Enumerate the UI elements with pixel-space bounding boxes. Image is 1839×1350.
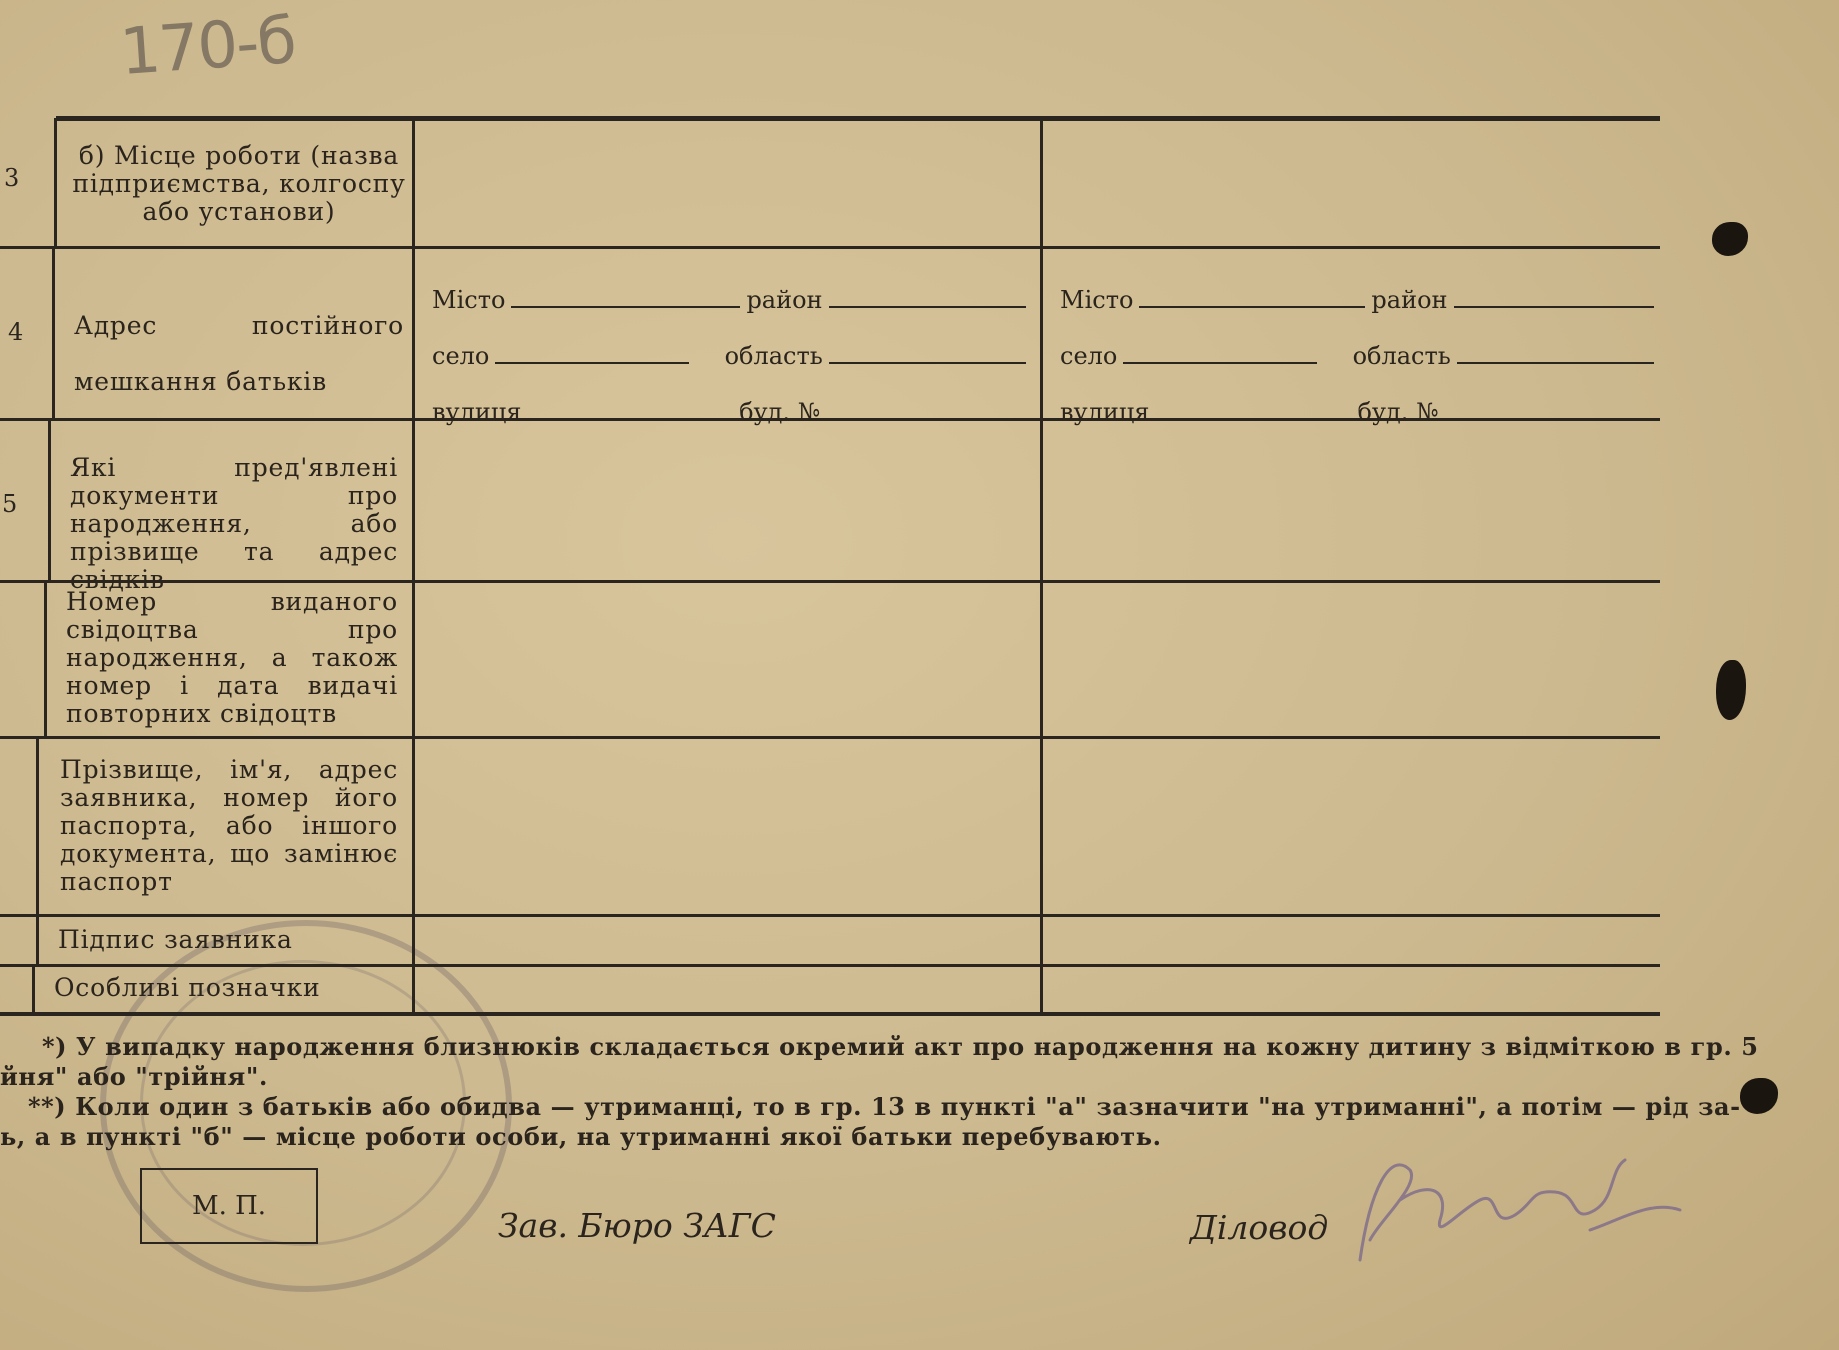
row-label-certificate-number: Номер виданого свідоцтва про народження, а також номер і дата видачі повторних свідоцтв bbox=[66, 587, 398, 728]
table-bottom-rule bbox=[0, 1012, 1660, 1016]
address-line-village-1: село область bbox=[432, 342, 1032, 370]
handwritten-number: 170-б bbox=[117, 3, 298, 91]
footnote-dependents-line2: ь, а в пункті "б" — місце роботи особи, на утриманні якої батьки перебувають. bbox=[0, 1122, 1162, 1151]
village-blank[interactable] bbox=[1123, 362, 1316, 364]
seal-placeholder-label: М. П. bbox=[191, 1191, 267, 1221]
street-blank[interactable] bbox=[527, 418, 733, 420]
footnote-twins-line2: йня" або "трійня". bbox=[0, 1062, 268, 1091]
row-label-address: Адрес постійного мешкання батьків bbox=[74, 311, 404, 396]
row-label-documents: Які пред'явлені документи про народження, або прізвище та адрес свідків bbox=[70, 453, 398, 594]
punch-hole-middle bbox=[1716, 660, 1746, 720]
village-blank[interactable] bbox=[495, 362, 688, 364]
left-border bbox=[52, 248, 55, 420]
address-line-street-1: вулиця буд. № bbox=[432, 398, 1032, 426]
row-label-applicant: Прізвище, ім'я, адрес заявника, номер його паспорта, або іншого документа, що замінює паспорт bbox=[60, 755, 398, 896]
footnote-dependents-line1: **) Коли один з батьків або обидва — утриманці, то в гр. 13 в пункті "а" зазначити "на утриманні", а потім — рід за- bbox=[28, 1092, 1741, 1121]
left-border bbox=[36, 738, 39, 916]
punch-hole-top bbox=[1712, 222, 1748, 256]
footnote-twins-line1: *) У випадку народження близнюків складається окремий акт про народження на кожну дитину з відміткою в гр. 5 bbox=[42, 1032, 1759, 1061]
address-line-city-2: Місто район bbox=[1060, 286, 1660, 314]
city-blank[interactable] bbox=[1139, 306, 1365, 308]
row-number: 5 bbox=[2, 490, 18, 518]
address-line-street-2: вулиця буд. № bbox=[1060, 398, 1660, 426]
clerk-label: Діловод bbox=[1190, 1208, 1329, 1247]
row-number: 4 bbox=[8, 318, 24, 346]
building-blank[interactable] bbox=[826, 418, 1026, 420]
address-line-city-1: Місто район bbox=[432, 286, 1032, 314]
column-separator bbox=[1040, 118, 1043, 1014]
left-border bbox=[36, 916, 39, 966]
building-blank[interactable] bbox=[1445, 418, 1645, 420]
left-border bbox=[44, 582, 47, 738]
region-blank[interactable] bbox=[1457, 362, 1654, 364]
row-divider bbox=[0, 914, 1660, 917]
table-top-rule bbox=[56, 116, 1660, 121]
row-number: 3 bbox=[4, 164, 20, 192]
punch-hole-bottom bbox=[1740, 1078, 1778, 1114]
row-label-special-notes: Особливі позначки bbox=[54, 973, 321, 1002]
row-label-workplace: б) Місце роботи (назва підприємства, колгоспу або установи) bbox=[72, 141, 406, 226]
street-blank[interactable] bbox=[1155, 418, 1351, 420]
row-divider bbox=[0, 736, 1660, 739]
row-divider bbox=[0, 246, 1660, 249]
address-line-village-2: село область bbox=[1060, 342, 1660, 370]
left-border bbox=[54, 118, 57, 248]
row-divider bbox=[0, 964, 1660, 967]
left-border bbox=[48, 420, 51, 582]
seal-placeholder-box bbox=[140, 1168, 318, 1244]
row-label-signature: Підпис заявника bbox=[58, 925, 293, 954]
head-of-registry-label: Зав. Бюро ЗАГС bbox=[498, 1206, 776, 1245]
city-blank[interactable] bbox=[511, 306, 740, 308]
column-separator bbox=[412, 118, 415, 1014]
district-blank[interactable] bbox=[829, 306, 1026, 308]
region-blank[interactable] bbox=[829, 362, 1026, 364]
district-blank[interactable] bbox=[1454, 306, 1654, 308]
clerk-signature bbox=[1340, 1130, 1700, 1280]
left-border bbox=[32, 966, 35, 1014]
